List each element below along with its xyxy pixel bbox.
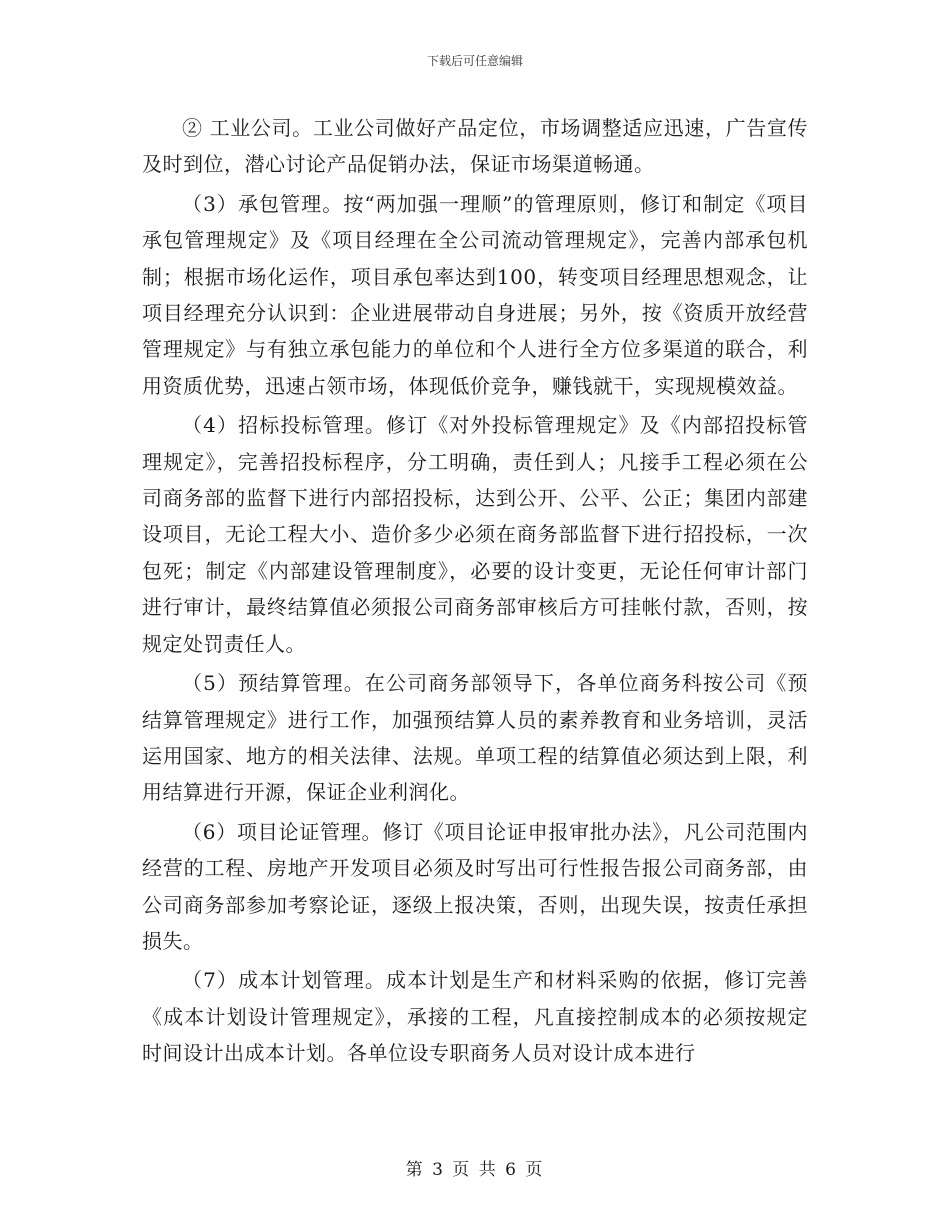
paragraph-industrial-company: ② 工业公司。工业公司做好产品定位，市场调整适应迅速，广告宣传及时到位，潜心讨论产品促销办法，保证市场渠道畅通。 [142,116,808,177]
page-number-footer: 第 3 页 共 6 页 [405,1160,545,1180]
paragraph-contract-management: （3）承包管理。按“两加强一理顺”的管理原则，修订和制定《项目承包管理规定》及《项目经理在全公司流动管理规定》，完善内部承包机制；根据市场化运作，项目承包率达到100，转变项目经理思想观念，让项目经理充分认识到：企业进展带动自身进展；另外，按《资质开放经营管理规定》与有独立承包能力的单位和个人进行全方位多渠道的联合，利用资质优势，迅速占领市场，体现低价竞争，赚钱就干，实现规模效益。 [142,191,808,398]
paragraph-project-evaluation: （6）项目论证管理。修订《项目论证申报审批办法》，凡公司范围内经营的工程、房地产开发项目必须及时写出可行性报告报公司商务部，由公司商务部参加考察论证，逐级上报决策，否则，出现失误，按责任承担损失。 [142,819,808,953]
paragraph-budget-settlement: （5）预结算管理。在公司商务部领导下，各单位商务科按公司《预结算管理规定》进行工作，加强预结算人员的素养教育和业务培训，灵活运用国家、地方的相关法律、法规。单项工程的结算值必须达到上限，利用结算进行开源，保证企业利润化。 [142,671,808,805]
paragraph-cost-planning: （7）成本计划管理。成本计划是生产和材料采购的依据，修订完善《成本计划设计管理规定》，承接的工程，凡直接控制成本的必须按规定时间设计出成本计划。各单位设专职商务人员对设计成本进行 [142,968,808,1066]
document-body [142,110,808,1075]
paragraph-bidding-management: （4）招标投标管理。修订《对外投标管理规定》及《内部招投标管理规定》，完善招投标程序，分工明确，责任到人；凡接手工程必须在公司商务部的监督下进行内部招投标，达到公开、公平、公正；集团内部建设项目，无论工程大小、造价多少必须在商务部监督下进行招投标，一次包死；制定《内部建设管理制度》，必要的设计变更，无论任何审计部门进行审计，最终结算值必须报公司商务部审核后方可挂帐付款，否则，按规定处罚责任人。 [142,413,808,656]
page-header: 下载后可任意编辑 [426,54,523,68]
